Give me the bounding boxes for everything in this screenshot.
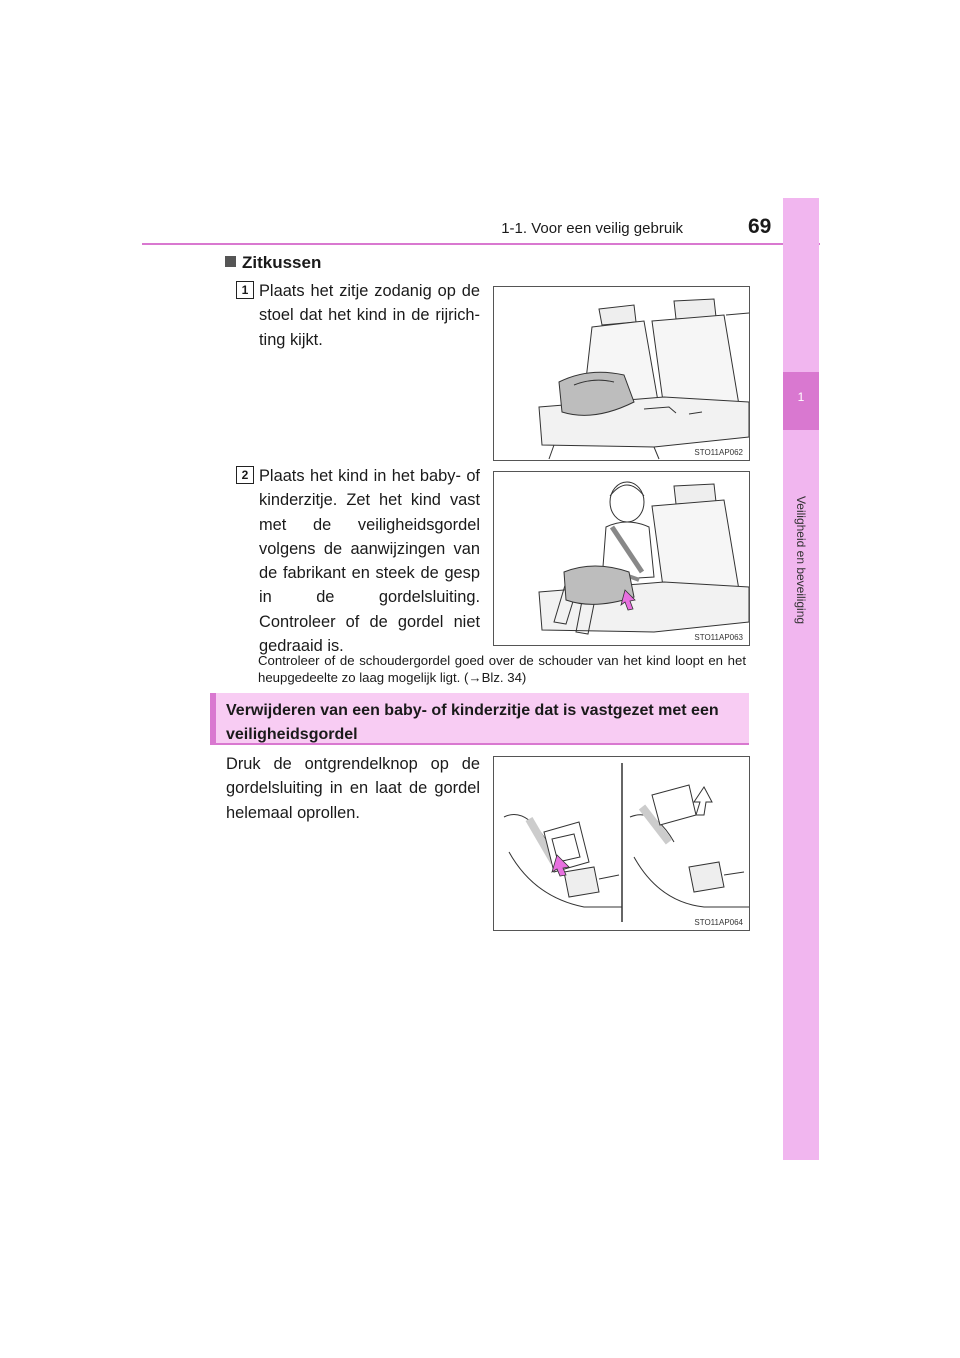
chapter-number: 1 [797, 390, 805, 404]
square-bullet-icon [225, 256, 236, 267]
step-1-text: Plaats het zitje zodanig op de stoel dat het kind in de rijrich-ting kijkt. [259, 282, 480, 349]
figure-code: STO11AP062 [694, 448, 743, 457]
section-title: 1-1. Voor een veilig gebruik [501, 220, 683, 237]
figure-code: STO11AP063 [694, 633, 743, 642]
chapter-side-tab [783, 198, 819, 1160]
removal-heading: Verwijderen van een baby- of kinderzitje dat is vastgezet met een veiligheidsgordel [210, 693, 749, 745]
subsection-heading [225, 253, 321, 273]
step-2-text: Plaats het kind in het baby- of kinderzitje. Zet het kind vast met de veiligheidsgordel volgens de aanwijzingen van de fabrikant en steek de gesp in de gordelsluiting. Controleer of de gordel niet gedraaid is. [259, 467, 480, 656]
shoulder-belt-note: Controleer of de schoudergordel goed over de schouder van het kind loopt en het heupgedeelte zo laag mogelijk ligt. (→Blz. 34) [258, 653, 746, 685]
step-number-1: 1 [236, 281, 254, 299]
child-on-booster-illustration [494, 472, 749, 645]
retract-arrow-icon [694, 787, 712, 815]
booster-seat-illustration [494, 287, 749, 460]
release-buckle-illustration [494, 757, 749, 930]
figure-booster-seat [493, 286, 750, 461]
subsection-heading-text: Zitkussen [242, 253, 322, 272]
figure-code: STO11AP064 [694, 918, 743, 927]
step-number-2: 2 [236, 466, 254, 484]
header-rule [142, 243, 820, 245]
chapter-title: Veiligheid en beveiliging [794, 495, 808, 625]
figure-release-buckle [493, 756, 750, 931]
removal-text: Druk de ontgrendelknop op de gordelsluiting in en laat de gordel helemaal oprollen. [226, 755, 480, 822]
page-number: 69 [748, 215, 772, 238]
figure-child-on-booster [493, 471, 750, 646]
